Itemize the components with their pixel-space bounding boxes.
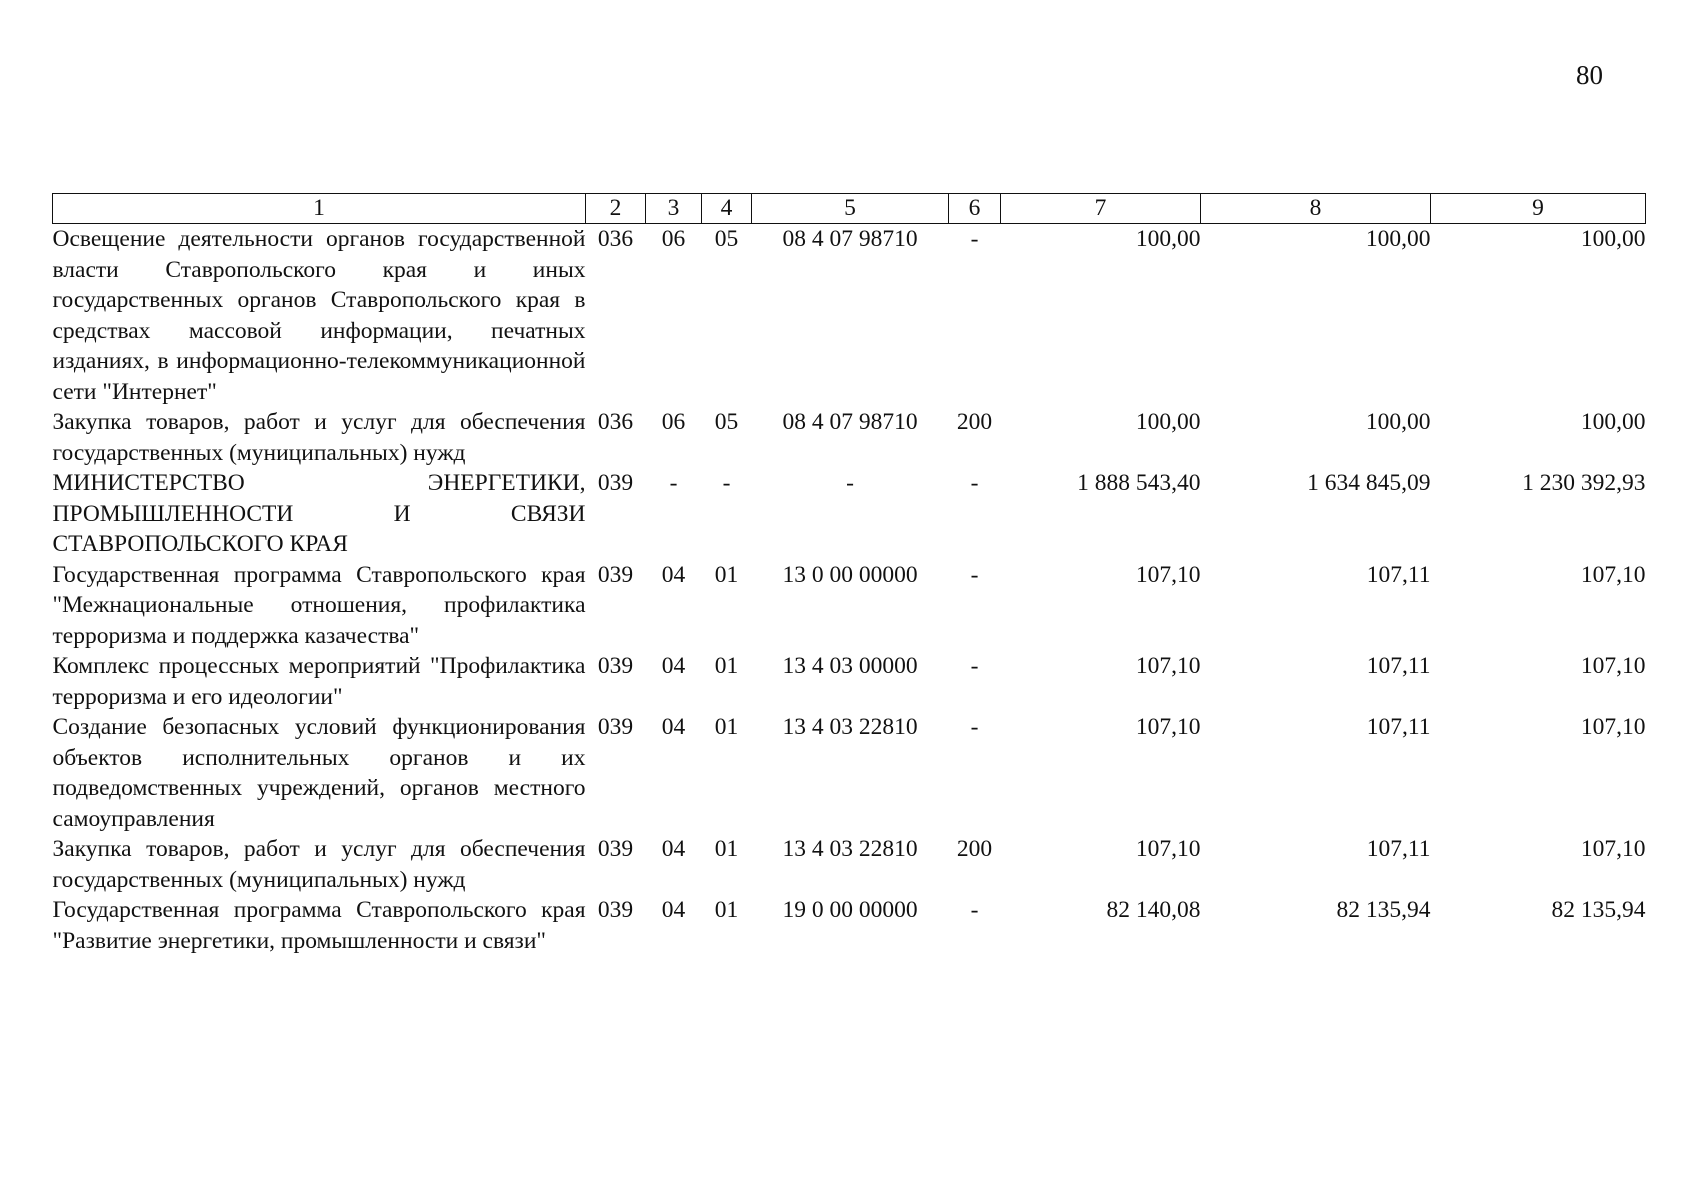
section-code: 04: [661, 897, 686, 923]
section-code: 04: [661, 836, 686, 862]
amount-col9: 82 135,94: [1551, 897, 1646, 923]
ministry-code: 039: [597, 836, 634, 862]
item-name: Государственная программа Ставропольского края "Межнациональные отношения, профилактика терроризма и поддержка казачества": [52, 561, 586, 649]
item-name: Закупка товаров, работ и услуг для обеспечения государственных (муниципальных) нужд: [52, 409, 586, 466]
ministry-code: 039: [597, 561, 634, 588]
ministry-code: 039: [597, 714, 634, 740]
amount-col9: 100,00: [1580, 226, 1646, 252]
subsection-code: 01: [714, 561, 739, 588]
expense-type-code: -: [970, 561, 979, 588]
table-row: [53, 407, 1646, 468]
budget-table: [52, 193, 1646, 956]
amount-col8: 82 135,94: [1336, 897, 1431, 923]
amount-col7: 107,10: [1135, 836, 1201, 862]
subsection-code: 05: [714, 226, 739, 252]
section-code: 06: [661, 226, 686, 252]
subsection-code: 05: [714, 409, 739, 435]
item-name: МИНИСТЕРСТВО ЭНЕРГЕТИКИ, ПРОМЫШЛЕННОСТИ И СВЯЗИ СТАВРОПОЛЬСКОГО КРАЯ: [52, 470, 586, 557]
table-row: [53, 560, 1646, 652]
amount-col9: 107,10: [1580, 561, 1646, 588]
section-code: -: [669, 470, 678, 496]
item-name: Комплекс процессных мероприятий "Профилактика терроризма и его идеологии": [52, 653, 586, 710]
amount-col7: 107,10: [1135, 653, 1201, 679]
header-cell: 1: [53, 194, 586, 224]
table-row: [53, 712, 1646, 834]
header-cell: 3: [646, 194, 702, 224]
expense-type-code: -: [970, 714, 979, 740]
table-row: [53, 895, 1646, 956]
amount-col7: 100,00: [1135, 409, 1201, 435]
amount-col8: 100,00: [1365, 409, 1431, 435]
item-name: Создание безопасных условий функционирования объектов исполнительных органов и их подведомственных учреждений, органов местного самоуправления: [52, 714, 586, 832]
ministry-code: 039: [597, 653, 634, 679]
target-article-code: 13 4 03 22810: [782, 714, 918, 740]
amount-col7: 107,10: [1135, 561, 1201, 588]
amount-col9: 100,00: [1580, 409, 1646, 435]
item-name: Освещение деятельности органов государственной власти Ставропольского края и иных государственных органов Ставропольского края в средствах массовой информации, печатных изданиях, в информационно-телекоммуникационной сети "Интернет": [52, 226, 586, 405]
table-row: [53, 834, 1646, 895]
target-article-code: 08 4 07 98710: [782, 226, 918, 252]
amount-col9: 1 230 392,93: [1522, 470, 1646, 496]
amount-col9: 107,10: [1580, 653, 1646, 679]
page-number: 80: [1576, 60, 1603, 90]
subsection-code: -: [722, 470, 731, 496]
amount-col8: 107,11: [1366, 561, 1431, 588]
subsection-code: 01: [714, 897, 739, 923]
header-cell: 6: [949, 194, 1001, 224]
table-row: [53, 651, 1646, 712]
amount-col8: 107,11: [1366, 653, 1431, 679]
expense-type-code: -: [970, 226, 979, 252]
expense-type-code: -: [970, 653, 979, 679]
header-cell: 9: [1431, 194, 1646, 224]
section-code: 04: [661, 561, 686, 588]
expense-type-code: -: [970, 897, 979, 923]
table-row: [53, 224, 1646, 408]
table-row: [53, 468, 1646, 560]
section-code: 04: [661, 653, 686, 679]
ministry-code: 036: [597, 226, 634, 252]
expense-type-code: 200: [956, 409, 993, 435]
expense-type-code: 200: [956, 836, 993, 862]
amount-col7: 82 140,08: [1106, 897, 1201, 923]
amount-col8: 107,11: [1366, 836, 1431, 862]
target-article-code: 13 4 03 22810: [782, 836, 918, 862]
subsection-code: 01: [714, 714, 739, 740]
subsection-code: 01: [714, 653, 739, 679]
header-cell: 2: [586, 194, 646, 224]
amount-col8: 1 634 845,09: [1307, 470, 1431, 496]
table-header-row: [53, 194, 1646, 224]
item-name: Государственная программа Ставропольского края "Развитие энергетики, промышленности и связи": [52, 897, 586, 954]
target-article-code: 13 0 00 00000: [782, 561, 918, 588]
ministry-code: 036: [597, 409, 634, 435]
header-cell: 7: [1001, 194, 1201, 224]
subsection-code: 01: [714, 836, 739, 862]
target-article-code: 13 4 03 00000: [782, 653, 918, 679]
target-article-code: -: [846, 470, 854, 496]
amount-col7: 100,00: [1135, 226, 1201, 252]
target-article-code: 08 4 07 98710: [782, 409, 918, 435]
amount-col9: 107,10: [1580, 714, 1646, 740]
section-code: 06: [661, 409, 686, 435]
expense-type-code: -: [970, 470, 979, 496]
ministry-code: 039: [597, 470, 634, 496]
ministry-code: 039: [597, 897, 634, 923]
header-cell: 8: [1201, 194, 1431, 224]
section-code: 04: [661, 714, 686, 740]
amount-col7: 107,10: [1135, 714, 1201, 740]
target-article-code: 19 0 00 00000: [782, 897, 918, 923]
item-name: Закупка товаров, работ и услуг для обеспечения государственных (муниципальных) нужд: [52, 836, 586, 893]
amount-col7: 1 888 543,40: [1077, 470, 1201, 496]
amount-col8: 107,11: [1366, 714, 1431, 740]
header-cell: 4: [702, 194, 752, 224]
amount-col9: 107,10: [1580, 836, 1646, 862]
header-cell: 5: [752, 194, 949, 224]
amount-col8: 100,00: [1365, 226, 1431, 252]
